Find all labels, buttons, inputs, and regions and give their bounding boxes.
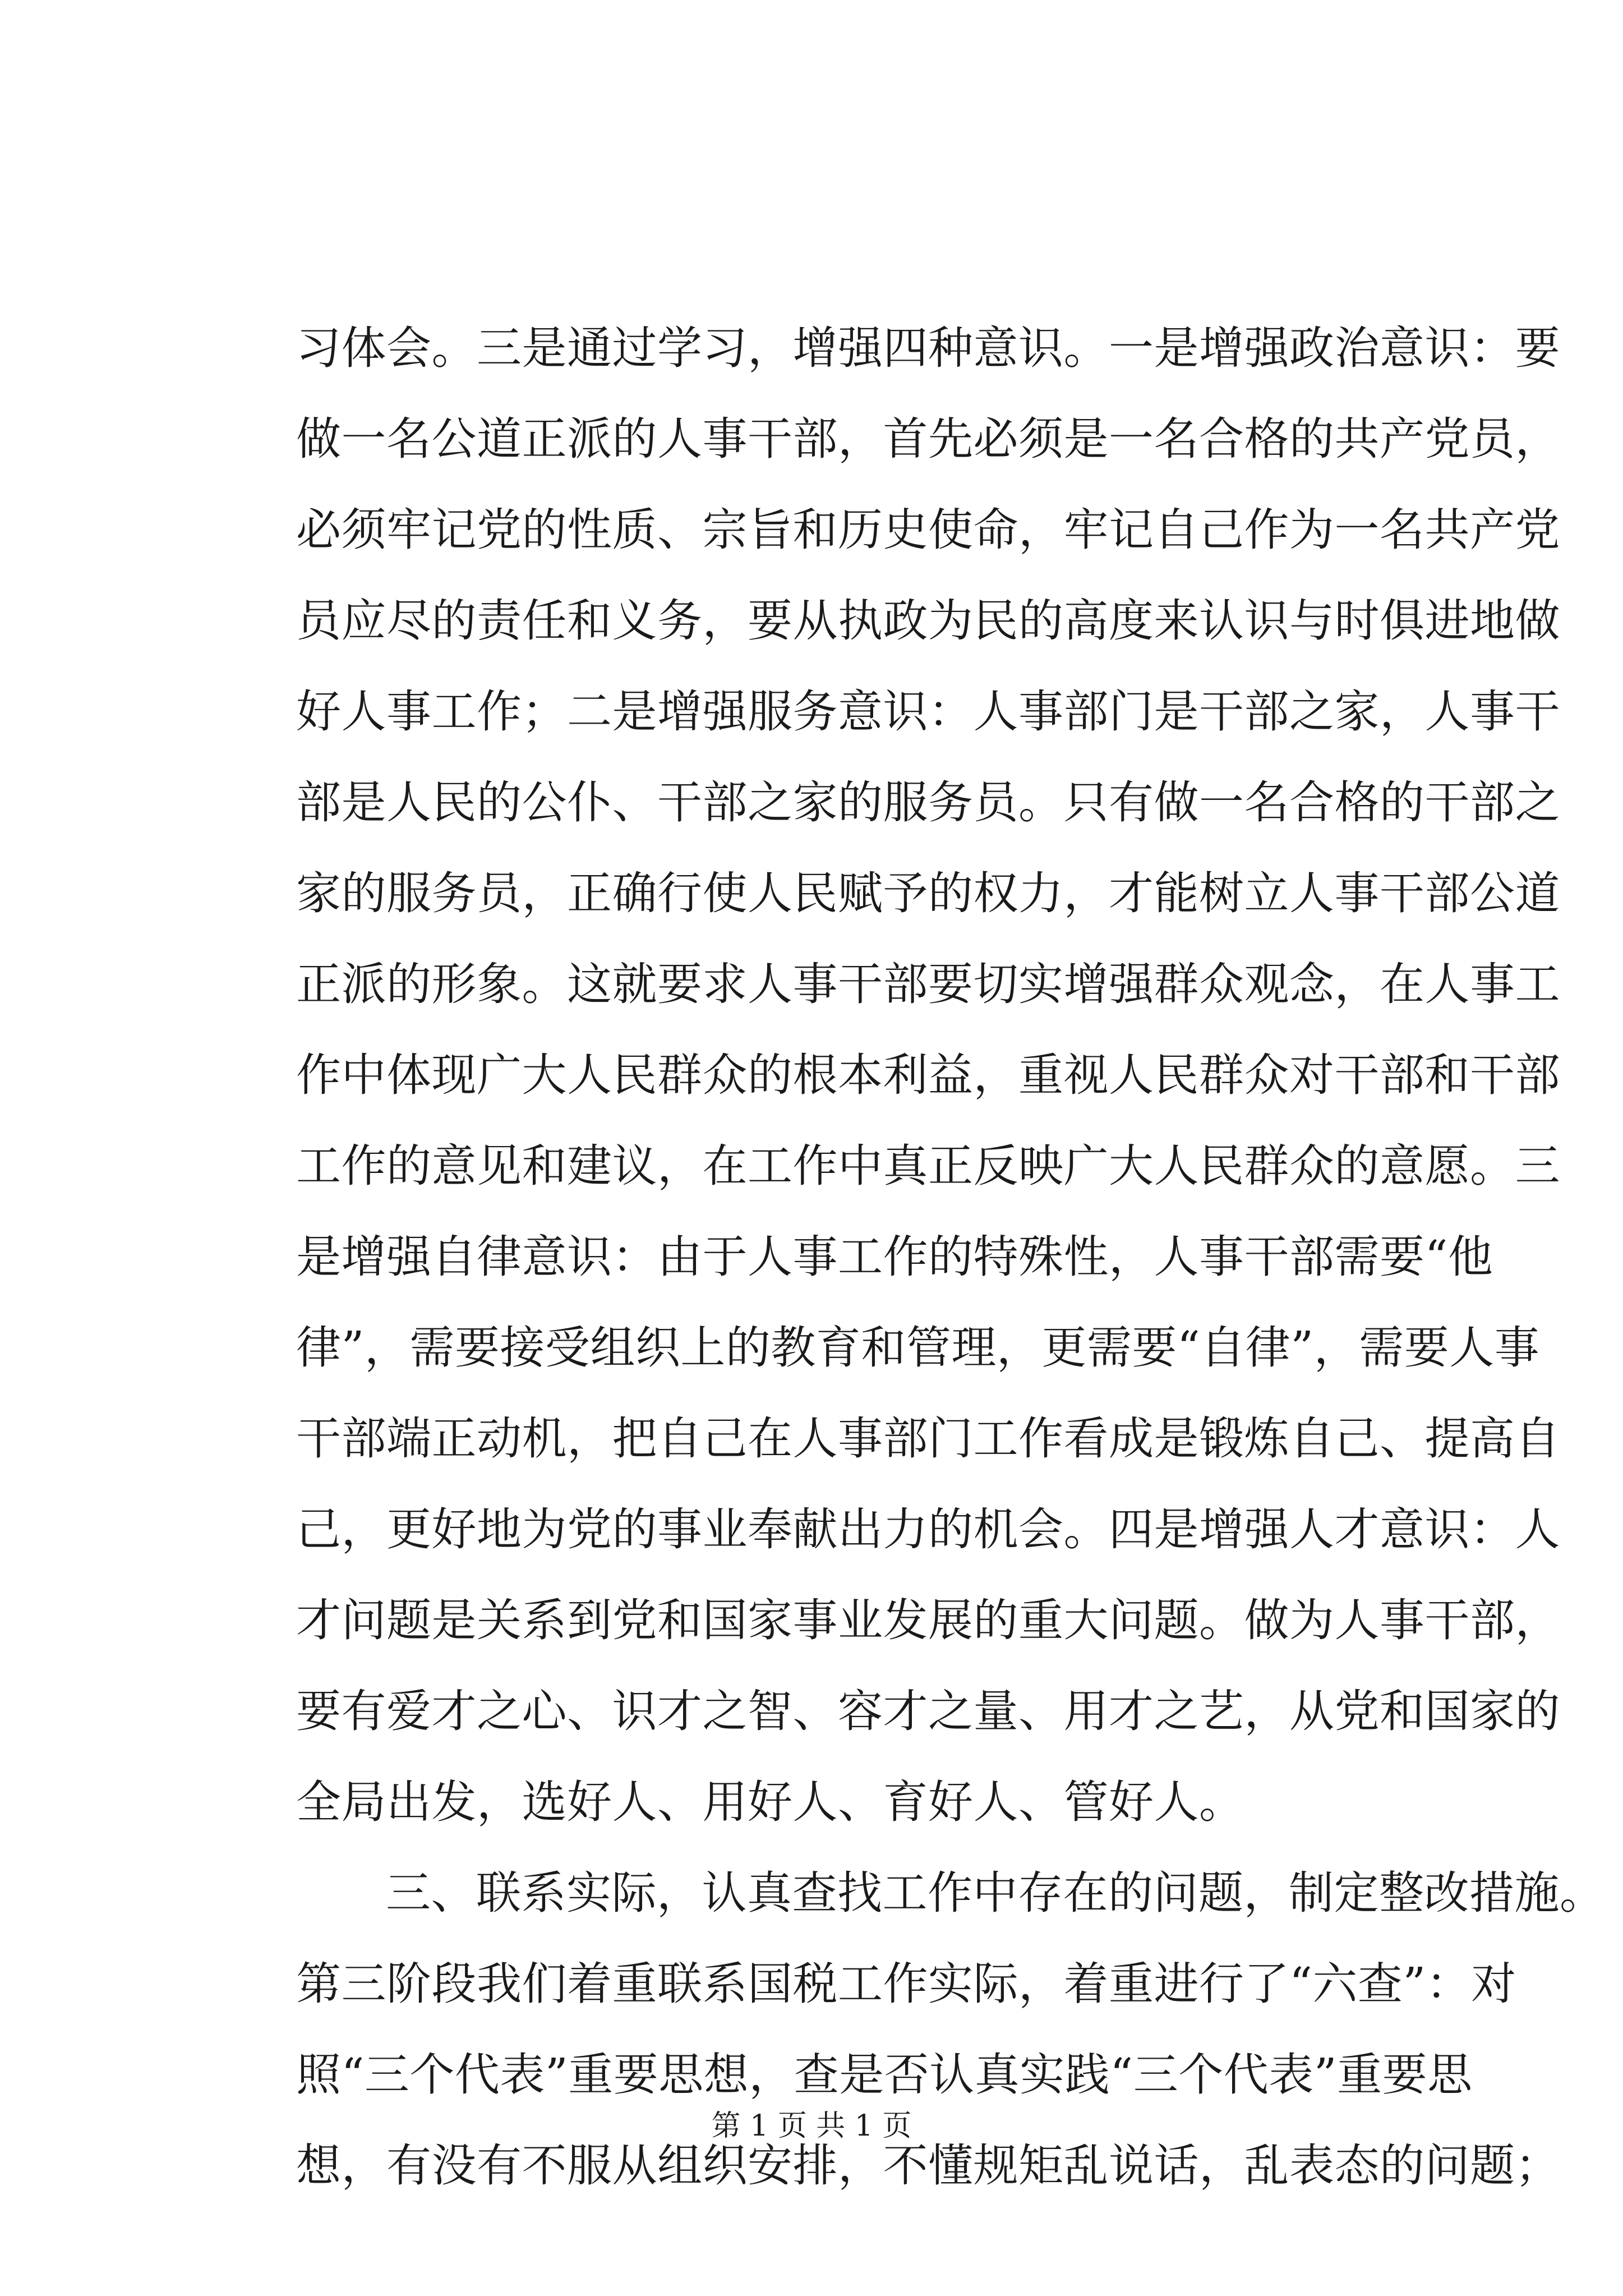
text-line: 三、联系实际，认真查找工作中存在的问题，制定整改措施。 bbox=[386, 1867, 1605, 1919]
paragraph-2 bbox=[296, 1848, 1605, 2211]
page-number-label: 第 1 页 共 1 页 bbox=[711, 2109, 912, 2143]
paragraph-1 bbox=[296, 303, 1560, 1848]
text-line: 照“三个代表”重要思想，查是否认真实践“三个代表”重要思 bbox=[296, 2049, 1473, 2101]
document-body bbox=[296, 303, 1605, 2211]
text-line: 习体会。三是通过学习，增强四种意识。一是增强政治意识：要 bbox=[296, 322, 1560, 374]
text-line: 做一名公道正派的人事干部，首先必须是一名合格的共产党员， bbox=[296, 413, 1560, 465]
text-line: 是增强自律意识：由于人事工作的特殊性，人事干部需要“他 bbox=[296, 1231, 1493, 1283]
text-line: 家的服务员，正确行使人民赋予的权力，才能树立人事干部公道 bbox=[296, 867, 1560, 919]
text-line: 第三阶段我们着重联系国税工作实际，着重进行了“六查”：对 bbox=[296, 1958, 1516, 2010]
text-line: 全局出发，选好人、用好人、育好人、管好人。 bbox=[296, 1776, 1244, 1828]
text-line: 必须牢记党的性质、宗旨和历史使命，牢记自己作为一名共产党 bbox=[296, 504, 1560, 556]
text-line: 律”，需要接受组织上的教育和管理，更需要“自律”，需要人事 bbox=[296, 1322, 1540, 1374]
text-line: 要有爱才之心、识才之智、容才之量、用才之艺，从党和国家的 bbox=[296, 1685, 1560, 1737]
text-line: 干部端正动机，把自己在人事部门工作看成是锻炼自己、提高自 bbox=[296, 1412, 1560, 1465]
text-line: 才问题是关系到党和国家事业发展的重大问题。做为人事干部， bbox=[296, 1594, 1560, 1646]
page-footer bbox=[0, 2106, 1623, 2146]
text-line: 员应尽的责任和义务，要从执政为民的高度来认识与时俱进地做 bbox=[296, 595, 1560, 647]
text-line: 正派的形象。这就要求人事干部要切实增强群众观念，在人事工 bbox=[296, 958, 1560, 1010]
text-line: 部是人民的公仆、干部之家的服务员。只有做一名合格的干部之 bbox=[296, 776, 1560, 829]
text-line: 好人事工作；二是增强服务意识：人事部门是干部之家，人事干 bbox=[296, 685, 1560, 738]
text-line: 工作的意见和建议，在工作中真正反映广大人民群众的意愿。三 bbox=[296, 1140, 1560, 1192]
text-line: 作中体现广大人民群众的根本利益，重视人民群众对干部和干部 bbox=[296, 1049, 1560, 1101]
text-line: 己，更好地为党的事业奉献出力的机会。四是增强人才意识：人 bbox=[296, 1503, 1560, 1556]
text-line: 想，有没有不服从组织安排，不懂规矩乱说话，乱表态的问题； bbox=[296, 2139, 1560, 2192]
